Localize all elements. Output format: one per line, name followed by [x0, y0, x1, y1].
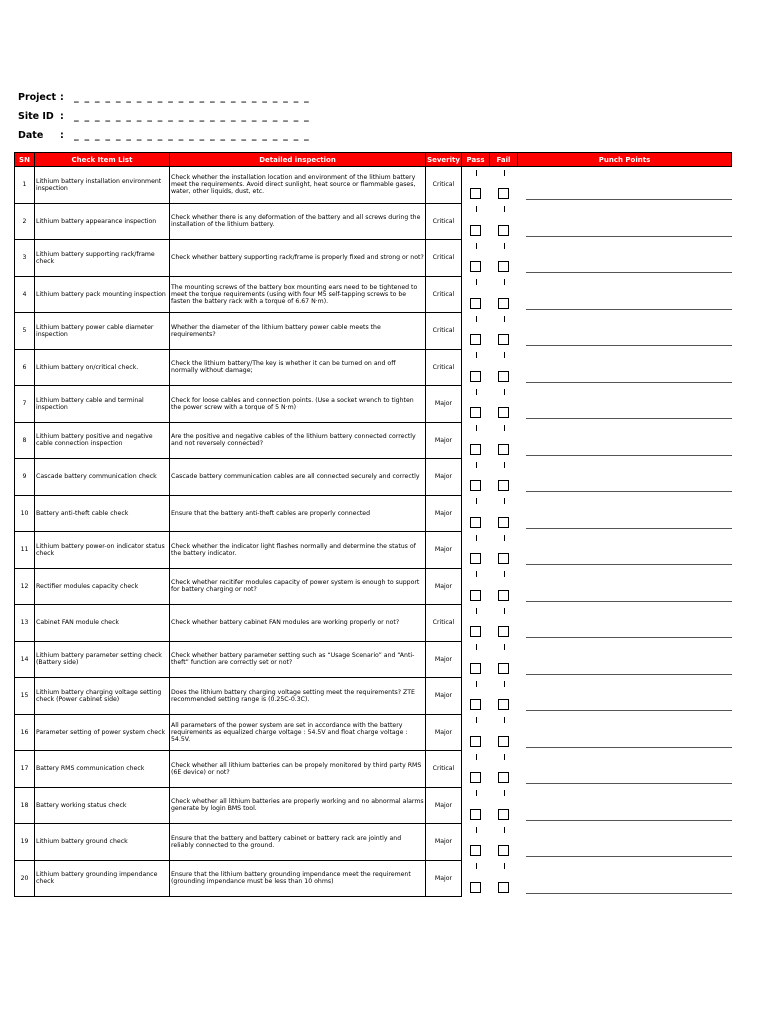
- punch-points-line: [526, 674, 732, 675]
- divider-tick: [504, 608, 505, 614]
- fail-cell: [490, 349, 518, 386]
- pass-checkbox[interactable]: [470, 334, 481, 345]
- punch-points-cell[interactable]: [518, 495, 732, 532]
- punch-points-cell[interactable]: [518, 787, 732, 824]
- divider-tick: [504, 279, 505, 285]
- fail-cell: [490, 824, 518, 861]
- col-header-severity: Severity: [426, 153, 462, 167]
- row-sn: 11: [15, 532, 35, 569]
- divider-tick: [504, 243, 505, 249]
- pass-checkbox[interactable]: [470, 298, 481, 309]
- punch-points-cell[interactable]: [518, 860, 732, 897]
- pass-cell: [462, 568, 490, 605]
- table-row: [15, 240, 732, 277]
- pass-cell: [462, 240, 490, 277]
- divider-tick: [504, 498, 505, 504]
- row-detailed-inspection: Are the positive and negative cables of the lithium battery connected correctly and not reversely connected?: [170, 422, 426, 459]
- fail-checkbox[interactable]: [498, 553, 509, 564]
- pass-cell: [462, 824, 490, 861]
- row-severity: Major: [426, 495, 462, 532]
- punch-points-line: [526, 893, 732, 894]
- table-row: [15, 203, 732, 240]
- row-detailed-inspection: Check whether battery cabinet FAN modules are working properly or not?: [170, 605, 426, 642]
- row-severity: Critical: [426, 751, 462, 788]
- row-sn: 9: [15, 459, 35, 496]
- punch-points-line: [526, 455, 732, 456]
- row-check-item: Lithium battery ground check: [35, 824, 170, 861]
- pass-checkbox[interactable]: [470, 261, 481, 272]
- divider-tick: [476, 827, 477, 833]
- table-row: [15, 422, 732, 459]
- fail-cell: [490, 532, 518, 569]
- fail-cell: [490, 313, 518, 350]
- punch-points-cell[interactable]: [518, 678, 732, 715]
- divider-tick: [504, 206, 505, 212]
- divider-tick: [504, 644, 505, 650]
- col-header-pass: Pass: [462, 153, 490, 167]
- table-row: [15, 313, 732, 350]
- row-severity: Major: [426, 641, 462, 678]
- row-check-item: Cascade battery communication check: [35, 459, 170, 496]
- table-row: [15, 751, 732, 788]
- row-severity: Major: [426, 787, 462, 824]
- table-header-row: [15, 153, 732, 167]
- row-check-item: Battery RMS communication check: [35, 751, 170, 788]
- divider-tick: [504, 681, 505, 687]
- site-id-colon: :: [60, 111, 64, 122]
- divider-tick: [504, 754, 505, 760]
- col-header-fail: Fail: [490, 153, 518, 167]
- row-sn: 7: [15, 386, 35, 423]
- punch-points-cell[interactable]: [518, 240, 732, 277]
- table-row: [15, 787, 732, 824]
- row-check-item: Lithium battery power-on indicator status check: [35, 532, 170, 569]
- row-sn: 15: [15, 678, 35, 715]
- row-severity: Major: [426, 678, 462, 715]
- pass-checkbox[interactable]: [470, 480, 481, 491]
- table-row: [15, 495, 732, 532]
- fail-checkbox[interactable]: [498, 626, 509, 637]
- fail-cell: [490, 714, 518, 751]
- punch-points-cell[interactable]: [518, 824, 732, 861]
- divider-tick: [504, 352, 505, 358]
- punch-points-cell[interactable]: [518, 313, 732, 350]
- pass-cell: [462, 714, 490, 751]
- pass-checkbox[interactable]: [470, 590, 481, 601]
- pass-checkbox[interactable]: [470, 553, 481, 564]
- row-severity: Major: [426, 860, 462, 897]
- table-row: [15, 532, 732, 569]
- pass-cell: [462, 459, 490, 496]
- divider-tick: [504, 170, 505, 176]
- site-id-field: [18, 111, 310, 122]
- divider-tick: [504, 827, 505, 833]
- row-check-item: Lithium battery cable and terminal inspection: [35, 386, 170, 423]
- pass-cell: [462, 167, 490, 204]
- punch-points-line: [526, 199, 732, 200]
- pass-cell: [462, 678, 490, 715]
- fail-checkbox[interactable]: [498, 444, 509, 455]
- fail-checkbox[interactable]: [498, 517, 509, 528]
- row-check-item: Lithium battery pack mounting inspection: [35, 276, 170, 313]
- row-check-item: Cabinet FAN module check: [35, 605, 170, 642]
- punch-points-cell[interactable]: [518, 459, 732, 496]
- punch-points-line: [526, 418, 732, 419]
- pass-checkbox[interactable]: [470, 626, 481, 637]
- fail-checkbox[interactable]: [498, 188, 509, 199]
- row-sn: 18: [15, 787, 35, 824]
- row-sn: 20: [15, 860, 35, 897]
- punch-points-cell[interactable]: [518, 349, 732, 386]
- punch-points-line: [526, 382, 732, 383]
- divider-tick: [504, 425, 505, 431]
- table-row: [15, 276, 732, 313]
- fail-cell: [490, 787, 518, 824]
- fail-cell: [490, 459, 518, 496]
- fail-checkbox[interactable]: [498, 882, 509, 893]
- row-detailed-inspection: Does the lithium battery charging voltage setting meet the requirements? ZTE recommended setting range is (0.25C-0.3C).: [170, 678, 426, 715]
- row-check-item: Lithium battery power cable diameter inspection: [35, 313, 170, 350]
- row-detailed-inspection: All parameters of the power system are set in accordance with the battery requirements as equalized charge voltage : 54.5V and float charge voltage : 54.5V.: [170, 714, 426, 751]
- punch-points-line: [526, 747, 732, 748]
- fail-checkbox[interactable]: [498, 663, 509, 674]
- row-check-item: Lithium battery on/critical check.: [35, 349, 170, 386]
- fail-checkbox[interactable]: [498, 809, 509, 820]
- divider-tick: [476, 608, 477, 614]
- table-row: [15, 860, 732, 897]
- divider-tick: [476, 352, 477, 358]
- divider-tick: [504, 717, 505, 723]
- pass-cell: [462, 203, 490, 240]
- row-sn: 17: [15, 751, 35, 788]
- fail-checkbox[interactable]: [498, 225, 509, 236]
- row-check-item: Battery working status check: [35, 787, 170, 824]
- pass-checkbox[interactable]: [470, 882, 481, 893]
- row-detailed-inspection: Check whether the installation location and environment of the lithium battery meet the requirements. Avoid direct sunlight, heat source or flammable gases, water, other liquids, dust, etc.: [170, 167, 426, 204]
- pass-cell: [462, 495, 490, 532]
- col-header-check-item: Check Item List: [35, 153, 170, 167]
- row-sn: 1: [15, 167, 35, 204]
- row-sn: 2: [15, 203, 35, 240]
- divider-tick: [476, 316, 477, 322]
- divider-tick: [504, 790, 505, 796]
- pass-cell: [462, 787, 490, 824]
- pass-checkbox[interactable]: [470, 663, 481, 674]
- row-sn: 14: [15, 641, 35, 678]
- punch-points-line: [526, 564, 732, 565]
- pass-checkbox[interactable]: [470, 809, 481, 820]
- fail-checkbox[interactable]: [498, 590, 509, 601]
- fail-cell: [490, 678, 518, 715]
- fail-cell: [490, 495, 518, 532]
- row-severity: Major: [426, 386, 462, 423]
- divider-tick: [504, 462, 505, 468]
- fail-checkbox[interactable]: [498, 261, 509, 272]
- pass-checkbox[interactable]: [470, 736, 481, 747]
- punch-points-line: [526, 856, 732, 857]
- punch-points-line: [526, 309, 732, 310]
- row-check-item: Lithium battery appearance inspection: [35, 203, 170, 240]
- row-detailed-inspection: Whether the diameter of the lithium battery power cable meets the requirements?: [170, 313, 426, 350]
- row-sn: 16: [15, 714, 35, 751]
- divider-tick: [476, 425, 477, 431]
- pass-cell: [462, 313, 490, 350]
- divider-tick: [476, 206, 477, 212]
- divider-tick: [476, 681, 477, 687]
- divider-tick: [476, 535, 477, 541]
- row-sn: 4: [15, 276, 35, 313]
- divider-tick: [504, 316, 505, 322]
- table-row: [15, 641, 732, 678]
- fail-cell: [490, 386, 518, 423]
- row-sn: 8: [15, 422, 35, 459]
- pass-checkbox[interactable]: [470, 517, 481, 528]
- divider-tick: [476, 243, 477, 249]
- punch-points-line: [526, 710, 732, 711]
- punch-points-cell[interactable]: [518, 276, 732, 313]
- row-check-item: Lithium battery positive and negative cable connection inspection: [35, 422, 170, 459]
- divider-tick: [504, 863, 505, 869]
- fail-checkbox[interactable]: [498, 334, 509, 345]
- row-detailed-inspection: The mounting screws of the battery box mounting ears need to be tightened to meet the torque requirements (using with four M5 self-tapping screws to be fasten the battery rack with a torque of 6.67 N·m).: [170, 276, 426, 313]
- site-id-label: Site ID: [18, 111, 54, 122]
- fail-cell: [490, 641, 518, 678]
- divider-tick: [504, 535, 505, 541]
- table-row: [15, 678, 732, 715]
- punch-points-cell[interactable]: [518, 605, 732, 642]
- punch-points-cell[interactable]: [518, 167, 732, 204]
- row-detailed-inspection: Check whether all lithium batteries can be propely monitored by third party RMS (6E device) or not?: [170, 751, 426, 788]
- fail-cell: [490, 605, 518, 642]
- divider-tick: [476, 754, 477, 760]
- pass-checkbox[interactable]: [470, 444, 481, 455]
- row-check-item: Lithium battery supporting rack/frame check: [35, 240, 170, 277]
- divider-tick: [476, 279, 477, 285]
- divider-tick: [476, 389, 477, 395]
- pass-cell: [462, 751, 490, 788]
- punch-points-cell[interactable]: [518, 386, 732, 423]
- fail-checkbox[interactable]: [498, 480, 509, 491]
- row-severity: Major: [426, 714, 462, 751]
- punch-points-line: [526, 783, 732, 784]
- punch-points-line: [526, 637, 732, 638]
- punch-points-line: [526, 236, 732, 237]
- table-row: [15, 349, 732, 386]
- site-id-blank[interactable]: _ _ _ _ _ _ _ _ _ _ _ _ _ _ _ _ _ _ _ _ _ _ _: [74, 111, 311, 122]
- row-detailed-inspection: Check the lithium battery/The key is whether it can be turned on and off normally without damage;: [170, 349, 426, 386]
- pass-checkbox[interactable]: [470, 225, 481, 236]
- row-severity: Critical: [426, 313, 462, 350]
- row-check-item: Rectifier modules capacity check: [35, 568, 170, 605]
- pass-cell: [462, 605, 490, 642]
- table-row: [15, 167, 732, 204]
- fail-cell: [490, 568, 518, 605]
- row-check-item: Lithium battery parameter setting check (Battery side): [35, 641, 170, 678]
- pass-checkbox[interactable]: [470, 188, 481, 199]
- punch-points-cell[interactable]: [518, 422, 732, 459]
- fail-checkbox[interactable]: [498, 736, 509, 747]
- punch-points-cell[interactable]: [518, 532, 732, 569]
- row-detailed-inspection: Cascade battery communication cables are all connected securely and correctly: [170, 459, 426, 496]
- punch-points-cell[interactable]: [518, 641, 732, 678]
- table-row: [15, 824, 732, 861]
- pass-cell: [462, 386, 490, 423]
- punch-points-cell[interactable]: [518, 568, 732, 605]
- pass-cell: [462, 641, 490, 678]
- punch-points-cell[interactable]: [518, 751, 732, 788]
- table-row: [15, 568, 732, 605]
- divider-tick: [504, 389, 505, 395]
- row-severity: Major: [426, 459, 462, 496]
- row-sn: 6: [15, 349, 35, 386]
- row-check-item: Parameter setting of power system check: [35, 714, 170, 751]
- row-severity: Critical: [426, 167, 462, 204]
- row-severity: Critical: [426, 203, 462, 240]
- row-detailed-inspection: Check whether the indicator light flashes normally and determine the status of the battery indicator.: [170, 532, 426, 569]
- pass-cell: [462, 532, 490, 569]
- punch-points-line: [526, 345, 732, 346]
- divider-tick: [476, 863, 477, 869]
- pass-cell: [462, 276, 490, 313]
- pass-checkbox[interactable]: [470, 407, 481, 418]
- fail-cell: [490, 240, 518, 277]
- fail-checkbox[interactable]: [498, 772, 509, 783]
- row-sn: 12: [15, 568, 35, 605]
- row-detailed-inspection: Ensure that the battery anti-theft cables are properly connected: [170, 495, 426, 532]
- row-check-item: Battery anti-theft cable check: [35, 495, 170, 532]
- pass-checkbox[interactable]: [470, 845, 481, 856]
- table-row: [15, 459, 732, 496]
- fail-cell: [490, 422, 518, 459]
- row-severity: Major: [426, 422, 462, 459]
- row-severity: Major: [426, 532, 462, 569]
- punch-points-line: [526, 820, 732, 821]
- date-field: [18, 130, 310, 141]
- project-field: [18, 92, 310, 103]
- row-detailed-inspection: Ensure that the battery and battery cabinet or battery rack are jointly and reliably connected to the ground.: [170, 824, 426, 861]
- project-blank[interactable]: _ _ _ _ _ _ _ _ _ _ _ _ _ _ _ _ _ _ _ _ _ _ _: [74, 92, 311, 103]
- punch-points-line: [526, 601, 732, 602]
- table-row: [15, 386, 732, 423]
- punch-points-line: [526, 528, 732, 529]
- row-detailed-inspection: Check whether there is any deformation of the battery and all screws during the installation of the lithium battery.: [170, 203, 426, 240]
- checklist-table: [14, 152, 732, 897]
- fail-checkbox[interactable]: [498, 298, 509, 309]
- row-severity: Critical: [426, 276, 462, 313]
- row-check-item: Lithium battery charging voltage setting check (Power cabinet side): [35, 678, 170, 715]
- fail-cell: [490, 860, 518, 897]
- col-header-sn: SN: [15, 153, 35, 167]
- row-detailed-inspection: Check whether battery parameter setting such as “Usage Scenario” and “Anti-theft” function are correctly set or not?: [170, 641, 426, 678]
- fail-cell: [490, 751, 518, 788]
- date-blank[interactable]: _ _ _ _ _ _ _ _ _ _ _ _ _ _ _ _ _ _ _ _ _ _ _: [74, 130, 311, 141]
- fail-cell: [490, 276, 518, 313]
- punch-points-cell[interactable]: [518, 203, 732, 240]
- row-check-item: Lithium battery grounding impendance check: [35, 860, 170, 897]
- fail-checkbox[interactable]: [498, 699, 509, 710]
- pass-cell: [462, 349, 490, 386]
- col-header-detailed-inspection: Detailed inspection: [170, 153, 426, 167]
- row-sn: 3: [15, 240, 35, 277]
- divider-tick: [476, 717, 477, 723]
- divider-tick: [476, 790, 477, 796]
- project-colon: :: [60, 92, 64, 103]
- row-detailed-inspection: Ensure that the lithium battery grounding impendance meet the requirement (grounding impendance must be less than 10 ohms): [170, 860, 426, 897]
- fail-checkbox[interactable]: [498, 845, 509, 856]
- row-severity: Critical: [426, 240, 462, 277]
- row-severity: Critical: [426, 605, 462, 642]
- row-sn: 10: [15, 495, 35, 532]
- divider-tick: [476, 462, 477, 468]
- row-detailed-inspection: Check for loose cables and connection points. (Use a socket wrench to tighten the power screw with a torque of 5 N·m): [170, 386, 426, 423]
- date-colon: :: [60, 130, 64, 141]
- pass-cell: [462, 422, 490, 459]
- fail-cell: [490, 203, 518, 240]
- punch-points-line: [526, 272, 732, 273]
- punch-points-line: [526, 491, 732, 492]
- fail-cell: [490, 167, 518, 204]
- row-severity: Critical: [426, 349, 462, 386]
- row-sn: 5: [15, 313, 35, 350]
- col-header-punch-points: Punch Points: [518, 153, 732, 167]
- row-check-item: Lithium battery installation environment inspection: [35, 167, 170, 204]
- pass-checkbox[interactable]: [470, 699, 481, 710]
- date-label: Date: [18, 130, 44, 141]
- row-severity: Major: [426, 824, 462, 861]
- divider-tick: [476, 571, 477, 577]
- table-row: [15, 605, 732, 642]
- fail-checkbox[interactable]: [498, 371, 509, 382]
- pass-checkbox[interactable]: [470, 371, 481, 382]
- punch-points-cell[interactable]: [518, 714, 732, 751]
- project-label: Project: [18, 92, 57, 103]
- divider-tick: [476, 498, 477, 504]
- pass-cell: [462, 860, 490, 897]
- pass-checkbox[interactable]: [470, 772, 481, 783]
- row-severity: Major: [426, 568, 462, 605]
- row-detailed-inspection: Check whether battery supporting rack/frame is properly fixed and strong or not?: [170, 240, 426, 277]
- divider-tick: [476, 170, 477, 176]
- divider-tick: [504, 571, 505, 577]
- row-detailed-inspection: Check whether all lithium batteries are properly working and no abnormal alarms generate by login BMS tool.: [170, 787, 426, 824]
- row-sn: 19: [15, 824, 35, 861]
- fail-checkbox[interactable]: [498, 407, 509, 418]
- row-detailed-inspection: Check whether recitifer modules capacity of power system is enough to support for battery charging or not?: [170, 568, 426, 605]
- table-row: [15, 714, 732, 751]
- row-sn: 13: [15, 605, 35, 642]
- divider-tick: [476, 644, 477, 650]
